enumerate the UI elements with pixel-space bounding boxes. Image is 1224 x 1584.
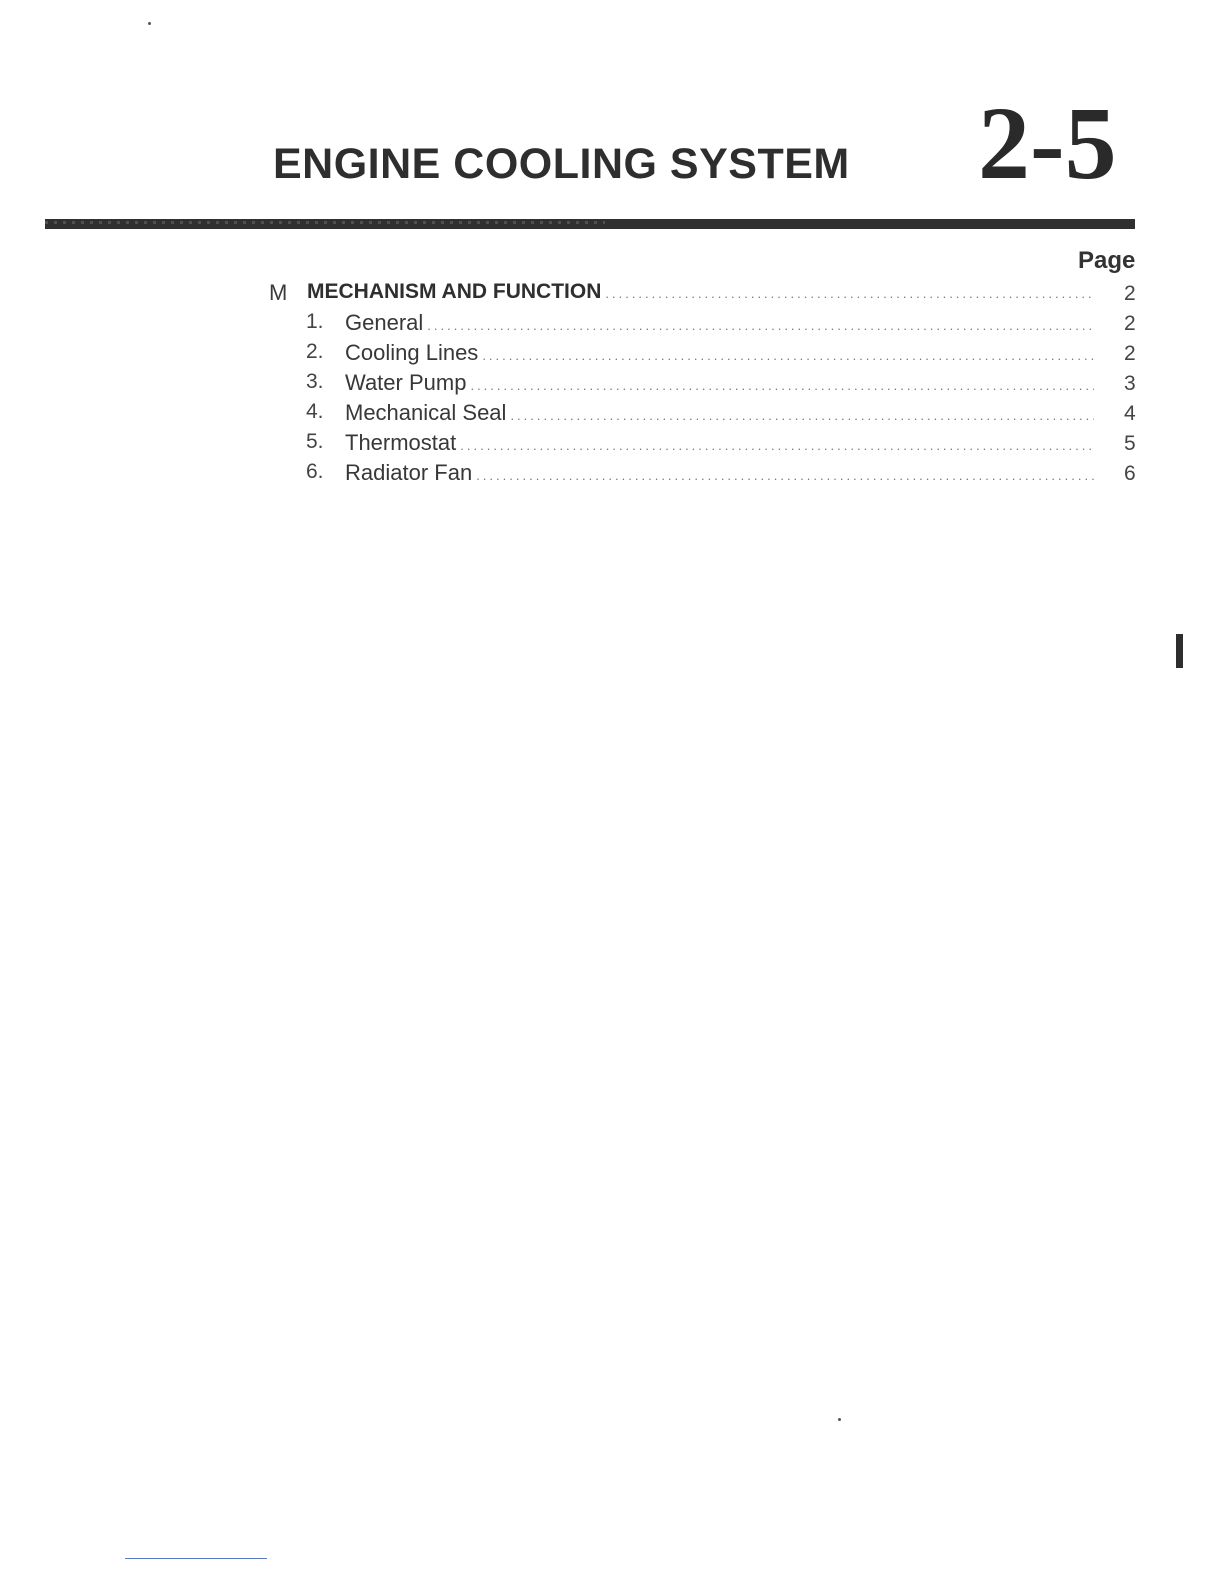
section-number: 2-5 (978, 86, 1117, 201)
toc-item-page: 3 (1124, 372, 1136, 395)
toc-leader-dots (460, 438, 1094, 453)
toc-item-page: 2 (1124, 312, 1136, 335)
toc-item-label: Cooling Lines (345, 340, 479, 365)
toc-item-page: 4 (1124, 402, 1136, 425)
toc-item-row[interactable] (0, 400, 1224, 430)
scan-speck (838, 1418, 841, 1421)
footer-line (125, 1558, 267, 1559)
toc-item-entry (345, 430, 1094, 456)
toc-item-entry (345, 400, 1094, 426)
toc-item-entry (345, 310, 1094, 336)
toc-item-number: 1. (306, 310, 324, 333)
scan-speck (148, 22, 151, 25)
toc-item-label: Mechanical Seal (345, 400, 507, 425)
toc-heading-page: 2 (1124, 282, 1136, 305)
toc-item-entry (345, 340, 1094, 366)
toc-heading-entry (307, 280, 1094, 304)
toc-item-label: Radiator Fan (345, 460, 473, 485)
toc-leader-dots (470, 378, 1094, 393)
header-rule-texture (45, 221, 605, 224)
toc-item-row[interactable] (0, 460, 1224, 490)
toc-item-entry (345, 460, 1094, 486)
page-column-label: Page (1078, 247, 1136, 274)
toc-item-label: Water Pump (345, 370, 467, 395)
toc-item-page: 2 (1124, 342, 1136, 365)
toc-item-label: General (345, 310, 424, 335)
toc-item-number: 2. (306, 340, 324, 363)
toc-heading-label: MECHANISM AND FUNCTION (307, 280, 602, 303)
toc-item-entry (345, 370, 1094, 396)
toc-item-page: 5 (1124, 432, 1136, 455)
toc-leader-dots (427, 318, 1094, 333)
toc-item-number: 4. (306, 400, 324, 423)
toc-item-row[interactable] (0, 310, 1224, 340)
toc-item-number: 5. (306, 430, 324, 453)
toc-item-label: Thermostat (345, 430, 457, 455)
toc-item-row[interactable] (0, 430, 1224, 460)
toc-item-row[interactable] (0, 340, 1224, 370)
margin-revision-bar (1176, 634, 1183, 668)
toc-leader-dots (510, 408, 1094, 423)
toc-item-page: 6 (1124, 462, 1136, 485)
toc-heading-marker: M (269, 280, 288, 305)
toc-leader-dots (482, 348, 1094, 363)
toc-heading-row[interactable] (0, 280, 1224, 310)
toc-leader-dots (605, 286, 1094, 301)
toc-item-row[interactable] (0, 370, 1224, 400)
toc-leader-dots (476, 468, 1094, 483)
page-title: ENGINE COOLING SYSTEM (273, 140, 850, 188)
toc-item-number: 6. (306, 460, 324, 483)
toc-item-number: 3. (306, 370, 324, 393)
